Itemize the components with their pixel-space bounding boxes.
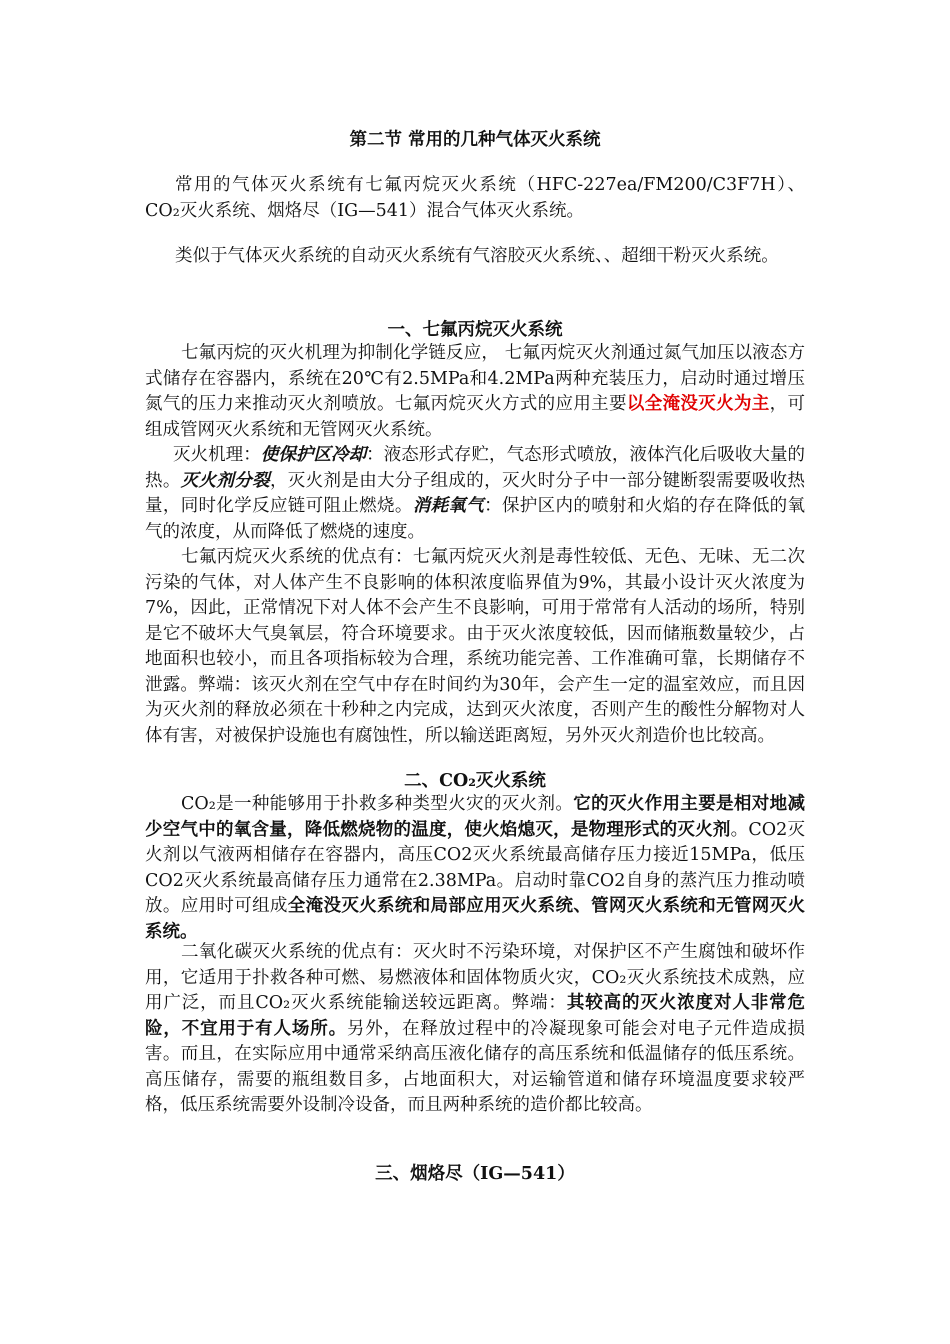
s1-p1-text-b: ，可组成管网灭火系统和无管网灭火系统。 [145,394,806,440]
s1-paragraph-mechanism [145,443,805,545]
s2-p1-bold-2: 全淹没灭火系统和局部应用灭火系统、管网灭火系统和无管网灭火系统。 [145,896,806,942]
s2-p1-bold-1: 它的灭火作用主要是相对地减少空气中的氧含量，降低燃烧物的温度，使火焰熄灭，是物理形式的灭火剂 [145,794,805,840]
section-title: 第二节 常用的几种气体灭火系统 [349,130,601,150]
s1-p2-emphasis-1: 使保护区冷却 [260,445,367,465]
heading-heptafluoropropane: 一、七氟丙烷灭火系统 [387,320,563,340]
s1-paragraph-advantages: 七氟丙烷灭火系统的优点有：七氟丙烷灭火剂是毒性较低、无色、无味、无二次污染的气体，对人体产生不良影响的体积浓度临界值为9%，其最小设计灭火浓度为7%，因此，正常情况下对人体不会产生不良影响，可用于常常有人活动的场所，特别是它不破坏大气臭氧层，符合环境要求。由于灭火浓度较低，因而储瓶数量较少，占地面积也较小，而且各项指标较为合理，系统功能完善、工作准确可靠，长期储存不泄露。弊端：该灭火剂在空气中存在时间约为30年，会产生一定的温室效应，而且因为灭火剂的释放必须在十秒种之内完成，达到灭火浓度，否则产生的酸性分解物对人体有害，对被保护设施也有腐蚀性，所以输送距离短，另外灭火剂造价也比较高。 [145,547,805,746]
s1-p1-highlight: 以全淹没灭火为主 [626,394,770,414]
heading-co2: 二、CO₂灭火系统 [404,771,546,791]
s2-paragraph-advantages [145,940,805,1119]
s2-paragraph-1 [145,792,805,945]
s2-p1-text-a: CO₂是一种能够用于扑救多种类型火灾的灭火剂。 [181,794,574,814]
s1-p2-text-d: ：保护区内的喷射和火焰的存在降低的氧气的浓度，从而降低了燃烧的速度。 [145,496,806,542]
s1-p1-text-a: 七氟丙烷的灭火机理为抑制化学链反应， 七氟丙烷灭火剂通过氮气加压以液态方式储存在容器内，系统在20℃有2.5MPa和4.2MPa两种充装压力，启动时通过增压氮气的压力来推动灭火剂喷放。七氟丙烷灭火方式的应用主要 [145,343,805,414]
s1-p2-text-b: ：液态形式存贮，气态形式喷放，液体汽化后吸收大量的热。 [145,445,806,491]
heading-inergen: 三、烟烙尽（IG—541） [375,1164,575,1184]
s1-p2-text-c: ，灭火剂是由大分子组成的，灭火时分子中一部分键断裂需要吸收热量，同时化学反应链可阻止燃烧。 [145,470,806,516]
s1-p2-text-a: 灭火机理： [173,445,261,465]
s1-p2-emphasis-2: 灭火剂分裂 [180,470,270,491]
intro-paragraph-1: 常用的气体灭火系统有七氟丙烷灭火系统（HFC-227ea/FM200/C3F7H）、CO₂灭火系统、烟烙尽（IG—541）混合气体灭火系统。 [145,175,805,221]
intro-paragraph-2: 类似于气体灭火系统的自动灭火系统有气溶胶灭火系统、、超细干粉灭火系统。 [175,246,779,266]
s1-paragraph-1 [145,341,805,443]
s2-p1-text-c: 。CO2灭火剂以气液两相储存在容器内，高压CO2灭火系统最高储存压力接近15MPa，低压CO2灭火系统最高储存压力通常在2.38MPa。启动时靠CO2自身的蒸汽压力推动喷放。应用时可组成 [145,819,806,916]
s2-p2-text-a: 二氧化碳灭火系统的优点有：灭火时不污染环境，对保护区不产生腐蚀和破坏作用，它适用于扑救各种可燃、易燃液体和固体物质火灾，CO₂灭火系统技术成熟，应用广泛，而且CO₂灭火系统能输送较远距离。弊端： [145,942,805,1013]
s2-p2-bold: 其较高的灭火浓度对人非常危险，不宜用于有人场所。 [145,993,805,1039]
s2-p2-text-c: 另外，在释放过程中的冷凝现象可能会对电子元件造成损害。而且，在实际应用中通常采纳高压液化储存的高压系统和低温储存的低压系统。高压储存，需要的瓶组数目多，占地面积大，对运输管道和储存环境温度要求较严格，低压系统需要外设制冷设备，而且两种系统的造价都比较高。 [145,1018,806,1115]
s1-p2-emphasis-3: 消耗氧气 [412,496,485,516]
